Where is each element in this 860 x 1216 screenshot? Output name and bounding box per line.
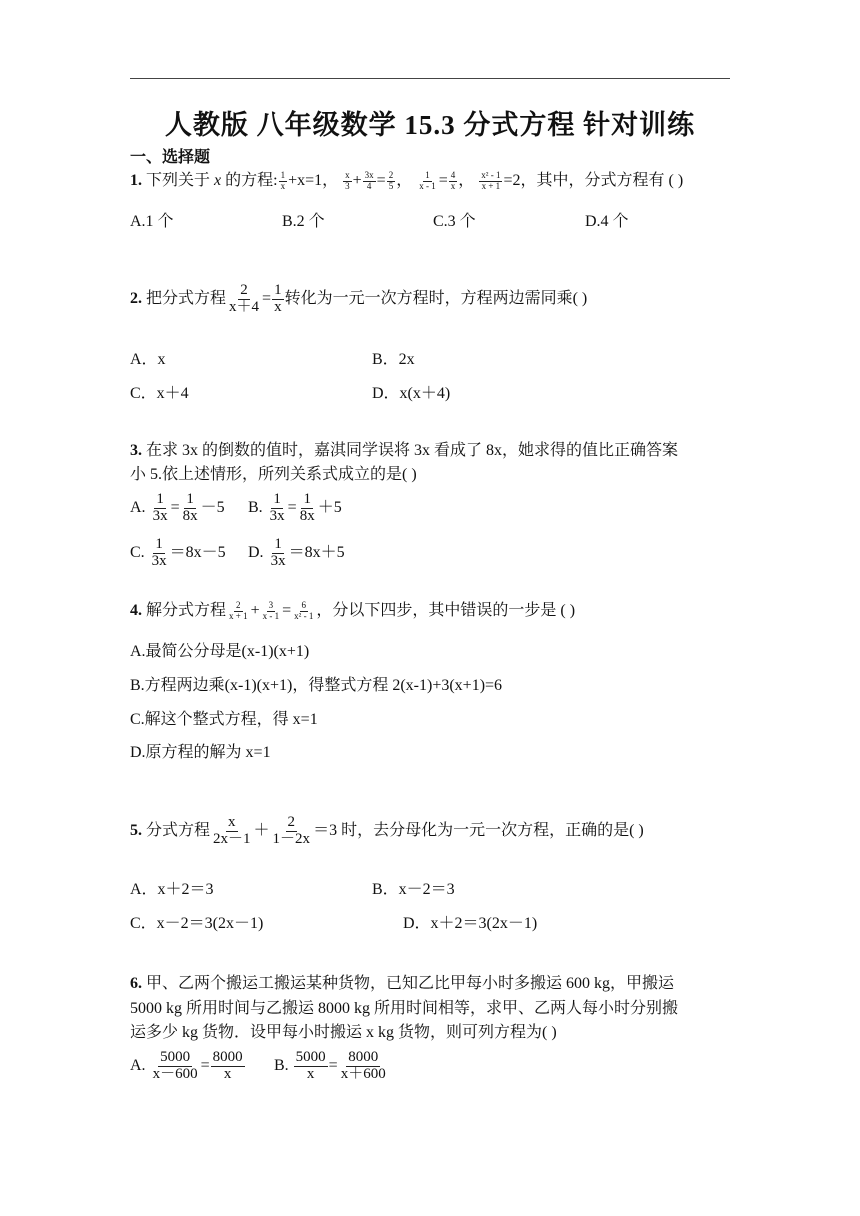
variable: x	[214, 172, 222, 189]
fraction: $\frac{1}{3x}$	[270, 536, 286, 569]
question-number: 3.	[130, 442, 142, 459]
option-a: A.最简公分母是(x-1)(x+1)	[130, 643, 310, 660]
question-number: 2.	[130, 289, 142, 307]
fraction: $\frac{2}{1-2x}$	[272, 814, 311, 847]
stem-text: 下列关于	[146, 172, 211, 189]
stem-text: 解分式方程	[146, 602, 227, 619]
fraction: $\frac{8000}{x}$	[212, 1049, 243, 1082]
stem-text: 把分式方程	[146, 289, 227, 307]
fraction: $\frac{1}{x - 1}$	[419, 170, 436, 191]
question-3-line-2: 小 5.依上述情形，所列关系式成立的是( )	[130, 466, 417, 483]
option-b: B. $\frac{5000}{x}$ = $\frac{8000}{x+600}$	[274, 1049, 386, 1082]
question-number: 1.	[130, 172, 142, 189]
fraction: $\frac{2}{x+4}$	[229, 282, 260, 315]
fraction: $\frac{5000}{x-600}$	[152, 1049, 198, 1082]
fraction: $\frac{x}{3}$	[345, 170, 350, 191]
stem-text: =2，其中，分式方程有 ( )	[503, 172, 684, 189]
fraction: $\frac{8000}{x+600}$	[340, 1049, 386, 1082]
fraction: $\frac{5000}{x}$	[295, 1049, 326, 1082]
fraction: $\frac{1}{x}$	[280, 170, 286, 191]
question-number: 5.	[130, 821, 142, 839]
option-c: C. $\frac{1}{3x}$ ＝8x－5	[130, 536, 226, 569]
header-rule	[130, 78, 730, 79]
fraction: $\frac{3x}{4}$	[364, 170, 374, 191]
question-3	[130, 438, 678, 464]
fraction: $\frac{1}{8x}$	[299, 491, 315, 524]
option-a: A．x	[130, 351, 166, 368]
fraction: $\frac{2}{x + 1}$	[229, 600, 248, 621]
option-a: A. $\frac{5000}{x-600}$ = $\frac{8000}{x}$	[130, 1049, 243, 1082]
option-d: D. $\frac{1}{3x}$ ＝8x＋5	[248, 536, 345, 569]
question-number: 6.	[130, 975, 142, 992]
stem-text: 转化为一元一次方程时，方程两边需同乘( )	[284, 289, 588, 307]
fraction: $\frac{x}{2x-1}$	[213, 814, 251, 847]
option-b: B.2 个	[282, 213, 325, 230]
option-a: A.1 个	[130, 213, 174, 230]
option-a: A. $\frac{1}{3x}$ = $\frac{1}{8x}$ －5	[130, 491, 225, 524]
option-d: D．x(x＋4)	[372, 385, 451, 402]
question-6	[130, 971, 674, 997]
fraction: $\frac{3}{x - 1}$	[262, 600, 280, 621]
stem-text: +x=1，	[288, 172, 339, 189]
question-2: 2. 把分式方程 $\frac{2}{x+4}$ = $\frac{1}{x}$ 转化为一元一次方程时，方程两边需同乘( )	[130, 282, 588, 315]
fraction: $\frac{1}{8x}$	[182, 491, 198, 524]
option-c: C.解这个整式方程，得 x=1	[130, 711, 318, 728]
question-number: 4.	[130, 602, 142, 619]
stem-text: ，分以下四步，其中错误的一步是 ( )	[316, 602, 576, 619]
option-b: B. $\frac{1}{3x}$ = $\frac{1}{8x}$ ＋5	[248, 491, 342, 524]
option-c: C．x＋4	[130, 385, 189, 402]
fraction: $\frac{1}{x}$	[274, 282, 282, 315]
stem-text: 甲、乙两个搬运工搬运某种货物，已知乙比甲每小时多搬运 600 kg，甲搬运	[146, 975, 675, 992]
fraction: $\frac{1}{3x}$	[269, 491, 285, 524]
fraction: $\frac{6}{\text{x² - 1}}$	[294, 600, 314, 621]
option-b: B．x－2＝3	[372, 881, 455, 898]
fraction: $\frac{2}{5}$	[388, 170, 394, 191]
question-6-line-2: 5000 kg 所用时间与乙搬运 8000 kg 所用时间相等，求甲、乙两人每小时分别搬	[130, 1000, 679, 1017]
question-6-line-3: 运多少 kg 货物．设甲每小时搬运 x kg 货物，则可列方程为( )	[130, 1024, 557, 1041]
option-b: B．2x	[372, 351, 415, 368]
section-heading: 一、选择题	[130, 149, 211, 166]
page-title: 人教版 八年级数学 15.3 分式方程 针对训练	[164, 110, 696, 140]
option-d: D.4 个	[585, 213, 629, 230]
option-b: B.方程两边乘(x-1)(x+1)，得整式方程 2(x-1)+3(x+1)=6	[130, 677, 503, 694]
option-a: A．x＋2＝3	[130, 881, 214, 898]
question-1: 1. 下列关于 x 的方程: $\frac{1}{x}$ +x=1， $\frac{x}{3}$ + $\frac{3x}{4}$ = $\frac{2}{5}$ ， $\frac{1}{x - 1}$ = $\frac{4}{x}$ ， $\frac{\text{x² - 1}}{x + 1}$ =2，其中，分式方程有 ( )	[130, 170, 684, 191]
option-c: C.3 个	[433, 213, 476, 230]
stem-text: 在求 3x 的倒数的值时，嘉淇同学误将 3x 看成了 8x，她求得的值比正确答案	[146, 442, 679, 459]
option-d: D．x＋2＝3(2x－1)	[403, 915, 538, 932]
option-c: C．x－2＝3(2x－1)	[130, 915, 264, 932]
question-4: 4. 解分式方程 $\frac{2}{x + 1}$ + $\frac{3}{x - 1}$ = $\frac{6}{\text{x² - 1}}$ ，分以下四步，其中错误的一步是 ( )	[130, 600, 576, 621]
fraction: $\frac{1}{3x}$	[152, 491, 168, 524]
question-5: 5. 分式方程 $\frac{x}{2x-1}$ ＋ $\frac{2}{1-2x}$ ＝3 时，去分母化为一元一次方程，正确的是( )	[130, 814, 644, 847]
fraction: $\frac{1}{3x}$	[151, 536, 167, 569]
stem-text: 的方程:	[225, 172, 278, 189]
stem-text: ＝3 时，去分母化为一元一次方程，正确的是( )	[313, 821, 644, 839]
stem-text: 分式方程	[146, 821, 211, 839]
fraction: $\frac{\text{x² - 1}}{x + 1}$	[481, 170, 501, 191]
option-d: D.原方程的解为 x=1	[130, 744, 271, 761]
fraction: $\frac{4}{x}$	[450, 170, 456, 191]
